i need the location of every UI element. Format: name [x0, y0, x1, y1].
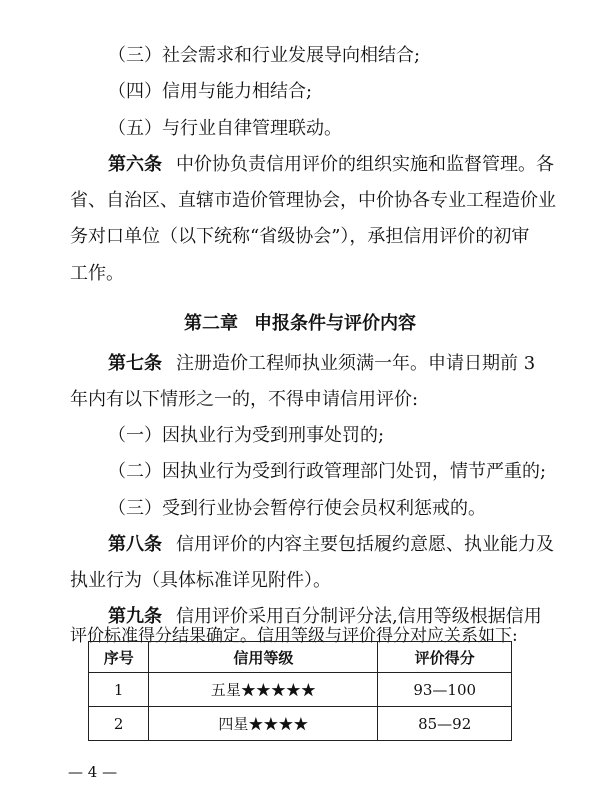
list-item-5: （五）与行业自律管理联动。	[108, 118, 342, 139]
article-7-item-3: （三）受到行业协会暂停行使会员权利惩戒的。	[108, 498, 486, 519]
article-8-line-1	[108, 533, 554, 557]
cell-serial-number: 1	[89, 673, 149, 707]
table-row	[89, 707, 512, 741]
article-9-label: 第九条	[108, 606, 162, 627]
cell-score: 93—100	[378, 673, 512, 707]
article-8-text: 信用评价的内容主要包括履约意愿、执业能力及	[176, 534, 554, 555]
article-8-line-2: 执业行为（具体标准详见附件）。	[70, 570, 331, 591]
article-6-line-2: 省、自治区、直辖市造价管理协会，中价协各专业工程造价业	[70, 190, 556, 211]
page-number: — 4 —	[68, 763, 118, 781]
article-7-item-1: （一）因执业行为受到刑事处罚的;	[108, 425, 385, 446]
table-header-row	[89, 642, 512, 673]
article-9-text: 信用评价采用百分制评分法,信用等级根据信用	[176, 606, 542, 627]
article-6-line-4: 工作。	[70, 263, 124, 284]
article-6-line-1	[108, 153, 554, 177]
cell-credit-grade: 五星★★★★★	[149, 673, 378, 707]
article-7-line-2: 年内有以下情形之一的，不得申请信用评价:	[70, 389, 419, 410]
article-6-text: 中价协负责信用评价的组织实施和监督管理。各	[176, 154, 554, 175]
chapter-heading	[0, 312, 600, 336]
article-7-item-2: （二）因执业行为受到行政管理部门处罚，情节严重的;	[108, 461, 547, 482]
article-7-line-1	[108, 352, 535, 376]
credit-grade-table	[88, 641, 512, 741]
chapter-title: 申报条件与评价内容	[254, 313, 416, 334]
article-6-label: 第六条	[108, 154, 162, 175]
article-8-label: 第八条	[108, 534, 162, 555]
article-9-line-2: 评价标准得分结果确定。信用等级与评价得分对应关系如下:	[70, 626, 518, 646]
article-7-label: 第七条	[108, 353, 162, 374]
header-score: 评价得分	[378, 642, 512, 673]
list-item-4: （四）信用与能力相结合;	[108, 81, 313, 102]
table-row	[89, 673, 512, 707]
cell-serial-number: 2	[89, 707, 149, 741]
cell-score: 85—92	[378, 707, 512, 741]
article-6-line-3: 务对口单位（以下统称“省级协会”），承担信用评价的初审	[70, 226, 530, 247]
article-7-text: 注册造价工程师执业须满一年。申请日期前 3	[176, 353, 536, 374]
header-serial-number: 序号	[89, 642, 149, 673]
chapter-number: 第二章	[184, 313, 238, 334]
cell-credit-grade: 四星★★★★	[149, 707, 378, 741]
header-credit-grade: 信用等级	[149, 642, 378, 673]
list-item-3: （三）社会需求和行业发展导向相结合;	[108, 45, 421, 66]
